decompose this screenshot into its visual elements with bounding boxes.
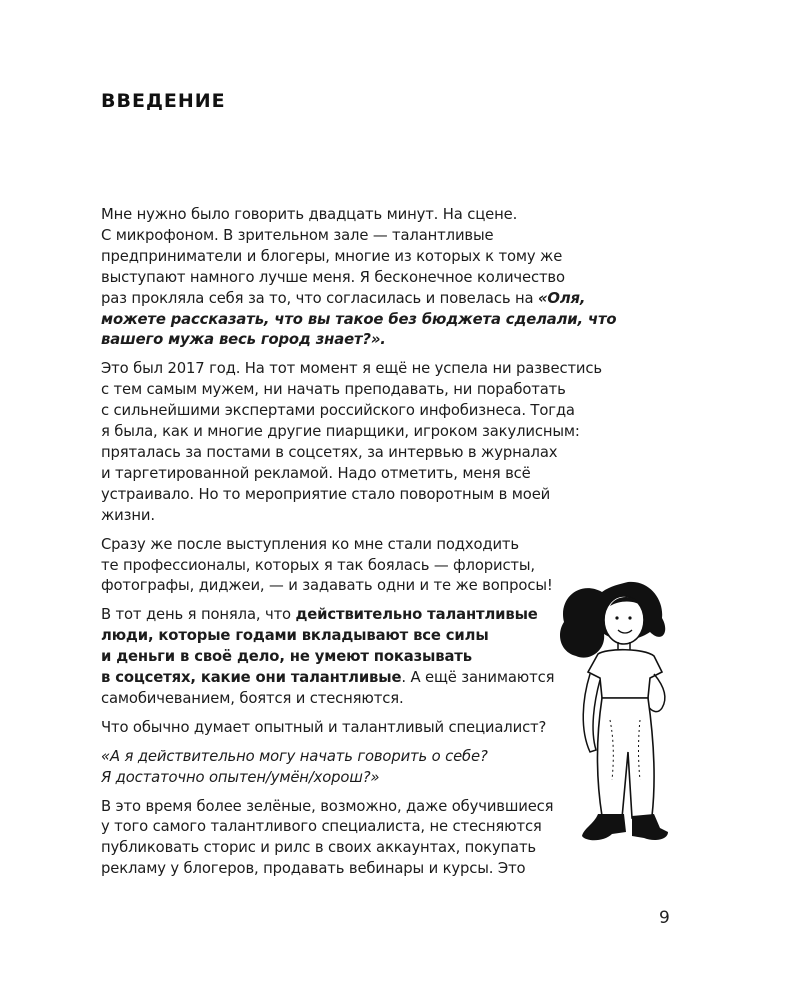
- text-line: [101, 310, 661, 331]
- text-segment: публиковать сторис и рилс в своих аккаунтах, покупать: [101, 839, 536, 857]
- chapter-heading: ВВЕДЕНИЕ: [101, 90, 226, 112]
- text-segment: с тем самым мужем, ни начать преподавать, ни поработать: [101, 381, 566, 399]
- text-segment: рекламу у блогеров, продавать вебинары и курсы. Это: [101, 860, 526, 878]
- text-segment: действительно талантливые: [295, 606, 538, 624]
- text-segment: вашего мужа весь город знает?».: [101, 331, 386, 349]
- text-segment: Я достаточно опытен/умён/хорош?»: [101, 768, 380, 786]
- paragraph: [101, 359, 661, 526]
- woman-illustration: [550, 570, 700, 880]
- text-segment: жизни.: [101, 506, 155, 524]
- text-segment: Сразу же после выступления ко мне стали подходить: [101, 535, 519, 553]
- text-line: [101, 422, 661, 443]
- text-line: [101, 464, 661, 485]
- text-segment: «Оля,: [537, 289, 586, 307]
- text-segment: я была, как и многие другие пиарщики, игроком закулисным:: [101, 423, 580, 441]
- text-segment: Мне нужно было говорить двадцать минут. На сцене.: [101, 206, 518, 223]
- text-line: [101, 205, 661, 226]
- text-segment: с сильнейшими экспертами российского инфобизнеса. Тогда: [101, 402, 575, 420]
- text-segment: и таргетированной рекламой. Надо отметить, меня всё: [101, 464, 531, 482]
- text-line: [101, 330, 661, 351]
- pants: [598, 698, 655, 818]
- text-segment: пряталась за постами в соцсетях, за интервью в журналах: [101, 443, 558, 461]
- text-segment: С микрофоном. В зрительном зале — талантливые: [101, 226, 494, 244]
- text-line: [101, 289, 661, 310]
- text-line: [101, 247, 661, 268]
- text-line: [101, 443, 661, 464]
- text-segment: раз прокляла себя за то, что согласилась и повелась на: [101, 289, 538, 307]
- text-segment: самобичеванием, боятся и стесняются.: [101, 689, 404, 707]
- text-line: [101, 506, 661, 527]
- text-segment: Это был 2017 год. На тот момент я ещё не успела ни развестись: [101, 360, 602, 378]
- text-segment: те профессионалы, которых я так боялась — флористы,: [101, 556, 535, 574]
- text-segment: предприниматели и блогеры, многие из которых к тому же: [101, 247, 563, 265]
- text-segment: в соцсетях, какие они талантливые: [101, 669, 402, 687]
- text-segment: у того самого талантливого специалиста, не стесняются: [101, 818, 542, 836]
- text-line: [101, 268, 661, 289]
- text-segment: В это время более зелёные, возможно, даже обучившиеся: [101, 797, 554, 815]
- text-line: [101, 485, 661, 506]
- shoes: [582, 814, 626, 840]
- text-line: [101, 380, 661, 401]
- text-segment: люди, которые годами вкладывают все силы: [101, 627, 489, 645]
- text-segment: можете рассказать, что вы такое без бюджета сделали, что: [101, 310, 617, 328]
- text-line: [101, 401, 661, 422]
- text-line: [101, 359, 661, 380]
- text-segment: . А ещё занимаются: [401, 669, 555, 687]
- paragraph: [101, 205, 661, 351]
- text-segment: В тот день я поняла, что: [101, 606, 296, 624]
- text-segment: выступают намного лучше меня. Я бесконечное количество: [101, 268, 565, 286]
- text-segment: устраивало. Но то мероприятие стало поворотным в моей: [101, 485, 551, 503]
- text-line: [101, 535, 661, 556]
- text-segment: Что обычно думает опытный и талантливый специалист?: [101, 718, 547, 736]
- text-segment: фотографы, диджеи, — и задавать одни и те же вопросы!: [101, 577, 553, 595]
- text-segment: и деньги в своё дело, не умеют показывать: [101, 648, 472, 666]
- page-number: 9: [659, 908, 670, 928]
- shirt: [588, 650, 662, 698]
- text-line: [101, 226, 661, 247]
- text-segment: «А я действительно могу начать говорить о себе?: [101, 747, 488, 765]
